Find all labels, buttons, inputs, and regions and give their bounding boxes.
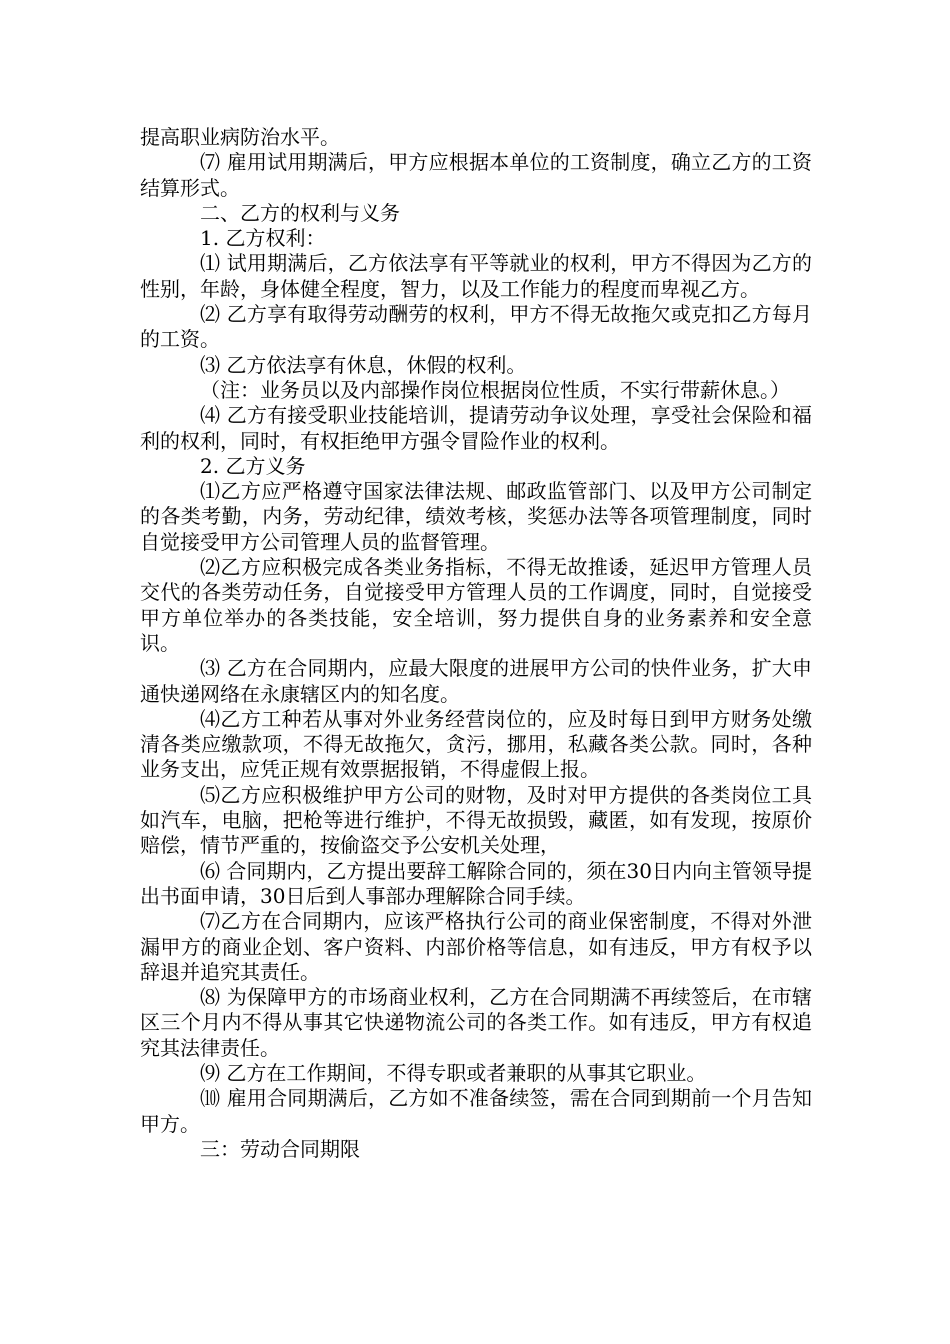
paragraph: ⑵乙方应积极完成各类业务指标，不得无故推诿，延迟甲方管理人员交代的各类劳动任务，自觉接受甲方管理人员的工作调度，同时，自觉接受甲方单位举办的各类技能，安全培训，努力提供自身的业务素养和安全意识。 [140,555,812,655]
paragraph: ⑴乙方应严格遵守国家法律法规、邮政监管部门、以及甲方公司制定的各类考勤，内务，劳动纪律，绩效考核，奖惩办法等各项管理制度，同时自觉接受甲方公司管理人员的监督管理。 [140,479,812,554]
paragraph: ⑺ 雇用试用期满后，甲方应根据本单位的工资制度，确立乙方的工资结算形式。 [140,150,812,200]
paragraph: ⑻ 为保障甲方的市场商业权利，乙方在合同期满不再续签后，在市辖区三个月内不得从事其它快递物流公司的各类工作。如有违反，甲方有权追究其法律责任。 [140,985,812,1060]
paragraph: ⑴ 试用期满后，乙方依法享有平等就业的权利，甲方不得因为乙方的性别，年龄，身体健全程度，智力，以及工作能力的程度而卑视乙方。 [140,251,812,301]
paragraph: ⑺乙方在合同期内，应该严格执行公司的商业保密制度，不得对外泄漏甲方的商业企划、客户资料、内部价格等信息，如有违反，甲方有权予以辞退并追究其责任。 [140,909,812,984]
paragraph: ⑸乙方应积极维护甲方公司的财物，及时对甲方提供的各类岗位工具如汽车，电脑，把枪等进行维护，不得无故损毁，藏匿，如有发现，按原价赔偿，情节严重的，按偷盗交予公安机关处理， [140,782,812,858]
document-body [140,125,812,1162]
paragraph: （注：业务员以及内部操作岗位根据岗位性质，不实行带薪休息。） [200,377,790,402]
paragraph: ⑽ 雇用合同期满后，乙方如不准备续签，需在合同到期前一个月告知甲方。 [140,1086,812,1136]
paragraph: ⑵ 乙方享有取得劳动酬劳的权利，甲方不得无故拖欠或克扣乙方每月的工资。 [140,302,812,352]
paragraph: ⑷乙方工种若从事对外业务经营岗位的，应及时每日到甲方财务处缴清各类应缴款项，不得无故拖欠，贪污，挪用，私藏各类公款。同时，各种业务支出，应凭正规有效票据报销，不得虚假上报。 [140,706,812,782]
paragraph: 二、乙方的权利与义务 [200,200,400,225]
paragraph: 2. 乙方义务 [200,453,306,478]
paragraph: ⑶ 乙方依法享有休息，休假的权利。 [200,352,527,377]
paragraph: 提高职业病防治水平。 [140,125,340,149]
paragraph: ⑹ 合同期内，乙方提出要辞工解除合同的，须在30日内向主管领导提出书面申请，30日后到人事部办理解除合同手续。 [140,858,812,908]
paragraph: 1. 乙方权利： [200,226,326,251]
paragraph: ⑼ 乙方在工作期间，不得专职或者兼职的从事其它职业。 [200,1060,707,1085]
paragraph: ⑶ 乙方在合同期内，应最大限度的进展甲方公司的快件业务，扩大申通快递网络在永康辖区内的知名度。 [140,656,812,706]
paragraph: ⑷ 乙方有接受职业技能培训，提请劳动争议处理，享受社会保险和福利的权利，同时，有权拒绝甲方强令冒险作业的权利。 [140,403,812,453]
paragraph: 三：劳动合同期限 [200,1136,360,1161]
